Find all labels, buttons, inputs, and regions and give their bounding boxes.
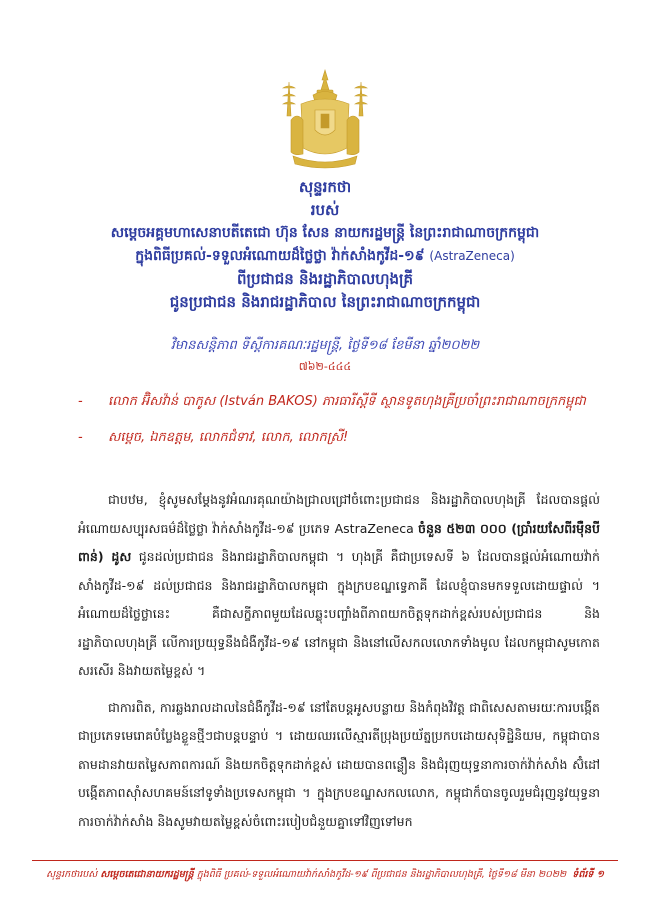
paragraph-1-intro: ជាបឋម, ខ្ញុំសូមសម្ដែងនូវអំណរគុណយ៉ាងជ្រាលជ្រៅចំពោះប្រជាជន និងរដ្ឋាភិបាលហុងគ្រី ដែលបានផ្ដល់អំណោយសប្បុរសធម៌ដ៏ថ្លៃថ្លា វ៉ាក់សាំងកូវីដ-១៩ ប្រភេទ AstraZeneca (78, 492, 600, 536)
title-line-ceremony (20, 245, 630, 268)
speech-title-block (20, 176, 630, 314)
document-serial-number: ៧៦២-៤៤៤ (298, 360, 352, 373)
salutation-item (78, 392, 610, 412)
salutation-dash: - (78, 430, 83, 445)
page-footer (32, 868, 618, 882)
salutation-dash: - (78, 394, 83, 409)
footer-speaker: សម្ដេចតេជោនាយករដ្ឋមន្ត្រី (100, 869, 194, 880)
footer-page-number: ទំព័រទី ១ (572, 869, 604, 880)
salutations-list (78, 392, 610, 464)
place-and-date: វិមានសន្តិភាព ទីស្ដីការគណៈរដ្ឋមន្ត្រី, ថ្ងៃទី១៨ ខែមីនា ឆ្នាំ២០២២ (170, 338, 480, 353)
body-paragraph-1 (78, 486, 600, 686)
salutation-text: សម្ដេច, ឯកឧត្តម, លោកជំទាវ, លោក, លោកស្រី! (108, 430, 349, 445)
speech-body (78, 486, 600, 844)
title-vaccine-brand: (AstraZeneca) (429, 249, 515, 263)
footer-event: ក្នុងពិធី ប្រគល់-ទទួលអំណោយវ៉ាក់សាំងកូវីដ-១៩ ពីប្រជាជន និងរដ្ឋាភិបាលហុងគ្រី, ថ្ងៃទី១៨ មីនា ២០២២ (196, 869, 567, 880)
salutation-text: លោក អ៊ិសវ៉ាន់ បាកូស (István BAKOS) ភារធារីស្ដីទី ស្ថានទូតហុងគ្រីប្រចាំព្រះរាជាណាចក្រកម្ពុជា (108, 394, 586, 409)
salutation-item (78, 428, 610, 448)
footer-prefix: សុន្ទរកថារបស់ (46, 869, 98, 880)
title-line-speaker: សម្ដេចអគ្គមហាសេនាបតីតេជោ ហ៊ុន សែន នាយករដ្ឋមន្ត្រី នៃព្រះរាជាណាចក្រកម្ពុជា (110, 225, 540, 241)
footer-divider (32, 860, 618, 861)
paragraph-1-dose-amount: ចំនួន ៥២៣ ០០០ (ប្រាំរយសែពីរម៉ឺនបីពាន់) ដូស (78, 520, 600, 564)
title-ceremony-text: ក្នុងពិធីប្រគល់-ទទួលអំណោយដ៏ថ្លៃថ្លា វ៉ាក់សាំងកូវីដ-១៩ (135, 248, 425, 264)
body-paragraph-2: ជាការពិត, ការឆ្លងរាលដាលនៃជំងឺកូវីដ-១៩ នៅតែបន្តអូសបន្លាយ និងកំពុងវិវត្ត ជាពិសេសតាមរយៈការបង្កើតជាប្រភេទមេរោគបំប្លែងខ្លួនថ្មីៗជាបន្តបន្ទាប់ ។ ដោយឈរលើស្មារតីប្រុងប្រយ័ត្នប្រកបដោយសុទិដ្ឋិនិយម, កម្ពុជាបានតាមដានវាយតម្លៃសភាពការណ៍ និងយកចិត្តទុកដាក់ខ្ពស់ ដោយបានពន្លឿន និងជំរុញយុទ្ធនាការចាក់វ៉ាក់សាំង ស៊ំដៅបង្កើតភាពស៊ាំសហគមន៍នៅទូទាំងប្រទេសកម្ពុជា ។ ក្នុងក្របខណ្ឌសកលលោក, កម្ពុជាក៏បានចូលរួមជំរុញនូវយុទ្ធនាការចាក់វ៉ាក់សាំង និងសូមវាយតម្លៃខ្ពស់ចំពោះរបៀបជំនួយគ្នាទៅវិញទៅមក (78, 699, 600, 829)
title-line-speech: សុន្ទរកថា (298, 178, 352, 196)
title-line-donor: ពីប្រជាជន និងរដ្ឋាភិបាលហុងគ្រី (236, 270, 414, 288)
title-line-of: របស់ (310, 201, 340, 219)
paragraph-1-rest: ជូនដល់ប្រជាជន និងរាជរដ្ឋាភិបាលកម្ពុជា ។ ហុងគ្រី គឺជាប្រទេសទី ៦ ដែលបានផ្ដល់អំណោយវ៉ាក់សាំងកូវីដ-១៩ ដល់ប្រជាជន និងរាជរដ្ឋាភិបាលកម្ពុជា ក្នុងក្របខណ្ឌទ្វេភាគី ដែលខ្ញុំបានមកទទួលដោយផ្ទាល់ ។ អំណោយដ៏ថ្លៃថ្លានេះ គឺជាសក្ខីភាពមួយដែលឆ្លុះបញ្ចាំងពីភាពយកចិត្តទុកដាក់ខ្ពស់របស់ប្រជាជន និងរដ្ឋាភិបាលហុងគ្រី លើការប្រយុទ្ធនឹងជំងឺកូវីដ-១៩ នៅកម្ពុជា និងនៅលើសកលលោកទាំងមូល ដែលកម្ពុជាសូមកោតសរសើរ និងវាយតម្លៃខ្ពស់ ។ (78, 549, 600, 678)
title-line-recipient: ជូនប្រជាជន និងរាជរដ្ឋាភិបាល នៃព្រះរាជាណាចក្រកម្ពុជា (169, 293, 481, 311)
royal-coat-of-arms-icon (277, 68, 373, 172)
